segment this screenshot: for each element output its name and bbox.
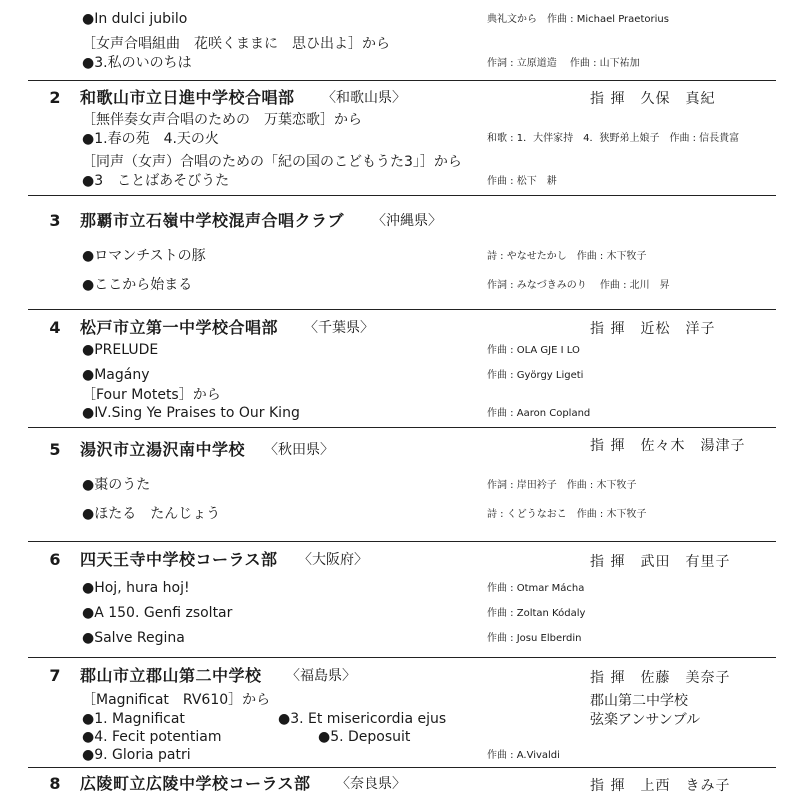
song-credit: 作曲 : OLA GJE I LO	[487, 345, 580, 356]
entry-number: 4	[49, 318, 61, 337]
prefecture: 〈千葉県〉	[304, 320, 374, 336]
prefecture: 〈福島県〉	[286, 668, 356, 684]
divider	[28, 767, 776, 768]
conductor: 指 揮 武田 有里子	[590, 554, 731, 570]
school-name: 松戸市立第一中学校合唱部	[80, 318, 279, 337]
song-credit: 作曲 : A.Vivaldi	[487, 750, 560, 761]
song-credit: 作詞 : 岸田衿子 作曲 : 木下牧子	[487, 480, 637, 491]
suite-title: ［無伴奏女声合唱のための 万葉恋歌］から	[82, 112, 362, 128]
conductor: 指 揮 近松 洋子	[590, 321, 716, 337]
conductor: 指 揮 佐々木 湯津子	[590, 438, 746, 454]
suite-title: ［女声合唱組曲 花咲くままに 思ひ出よ］から	[82, 36, 390, 52]
song-credit: 作詞 : 立原道造 作曲 : 山下祐加	[487, 58, 640, 69]
prefecture: 〈奈良県〉	[336, 776, 406, 792]
song-title: ●ロマンチストの豚	[82, 248, 206, 264]
song-credit: 詩 : やなせたかし 作曲 : 木下牧子	[487, 251, 647, 262]
entry-number: 3	[49, 211, 61, 230]
song-credit: 作曲 : Zoltan Kódaly	[487, 608, 586, 619]
entry-number: 5	[49, 440, 61, 459]
school-name: 郡山市立郡山第二中学校	[80, 666, 262, 685]
entry-number: 8	[49, 774, 61, 793]
school-name: 四天王寺中学校コーラス部	[80, 550, 278, 569]
song-credit: 作曲 : György Ligeti	[487, 370, 584, 381]
suite-title: ［同声（女声）合唱のための「紀の国のこどもうた3」］から	[82, 154, 462, 170]
song-title: ●1.春の苑 4.天の火	[82, 131, 219, 147]
song-title: ●3. Et misericordia ejus	[278, 711, 447, 727]
conductor: 指 揮 佐藤 美奈子	[590, 670, 731, 686]
song-title: ●4. Fecit potentiam	[82, 729, 222, 745]
song-title: ●ここから始まる	[82, 277, 193, 293]
divider	[28, 309, 776, 310]
song-credit: 作曲 : Aaron Copland	[487, 408, 591, 419]
song-title: ●Ⅳ.Sing Ye Praises to Our King	[82, 405, 300, 421]
conductor: 指 揮 久保 真紀	[590, 91, 716, 107]
conductor: 指 揮 上西 きみ子	[590, 778, 731, 794]
suite-title: ［Magnificat RV610］から	[82, 692, 271, 708]
prefecture: 〈大阪府〉	[298, 552, 368, 568]
divider	[28, 427, 776, 428]
song-title: ●3 ことばあそびうた	[82, 173, 230, 189]
prefecture: 〈和歌山県〉	[322, 90, 406, 106]
entry-number: 6	[49, 550, 61, 569]
song-title: ●In dulci jubilo	[82, 11, 188, 27]
song-title: ●5. Deposuit	[318, 729, 411, 745]
school-name: 広陵町立広陵中学校コーラス部	[80, 774, 311, 793]
divider	[28, 195, 776, 196]
suite-title: ［Four Motets］から	[82, 387, 221, 403]
divider	[28, 80, 776, 81]
school-name: 湯沢市立湯沢南中学校	[80, 440, 246, 459]
divider	[28, 657, 776, 658]
song-credit: 作曲 : 松下 耕	[487, 176, 557, 187]
song-title: ●Salve Regina	[82, 630, 185, 646]
song-credit: 和歌 : 1．大伴家持 4．狭野弟上娘子 作曲 : 信長貴富	[487, 133, 740, 144]
song-title: ●Hoj, hura hoj!	[82, 580, 190, 596]
prefecture: 〈沖縄県〉	[372, 213, 442, 229]
song-title: ●PRELUDE	[82, 342, 159, 358]
entry-number: 2	[49, 88, 61, 107]
song-credit: 典礼文から 作曲 : Michael Praetorius	[487, 14, 669, 25]
song-title: ●9. Gloria patri	[82, 747, 191, 763]
song-credit: 詩 : くどうなおこ 作曲 : 木下牧子	[487, 509, 647, 520]
accompaniment: 弦楽アンサンブル	[590, 712, 701, 728]
song-title: ●A 150. Genfi zsoltar	[82, 605, 233, 621]
school-name: 那覇市立石嶺中学校混声合唱クラブ	[80, 211, 345, 230]
prefecture: 〈秋田県〉	[264, 442, 334, 458]
song-credit: 作詞 : みなづきみのり 作曲 : 北川 昇	[487, 280, 670, 291]
song-credit: 作曲 : Josu Elberdin	[487, 633, 582, 644]
song-title: ●3.私のいのちは	[82, 55, 192, 71]
song-title: ●ほたる たんじょう	[82, 506, 221, 522]
school-name: 和歌山市立日進中学校合唱部	[80, 88, 295, 107]
entry-number: 7	[49, 666, 61, 685]
song-title: ●棗のうた	[82, 477, 151, 493]
song-credit: 作曲 : Otmar Mácha	[487, 583, 585, 594]
divider	[28, 541, 776, 542]
accompaniment: 郡山第二中学校	[590, 693, 688, 709]
song-title: ●Magány	[82, 367, 150, 383]
song-title: ●1. Magnificat	[82, 711, 185, 727]
